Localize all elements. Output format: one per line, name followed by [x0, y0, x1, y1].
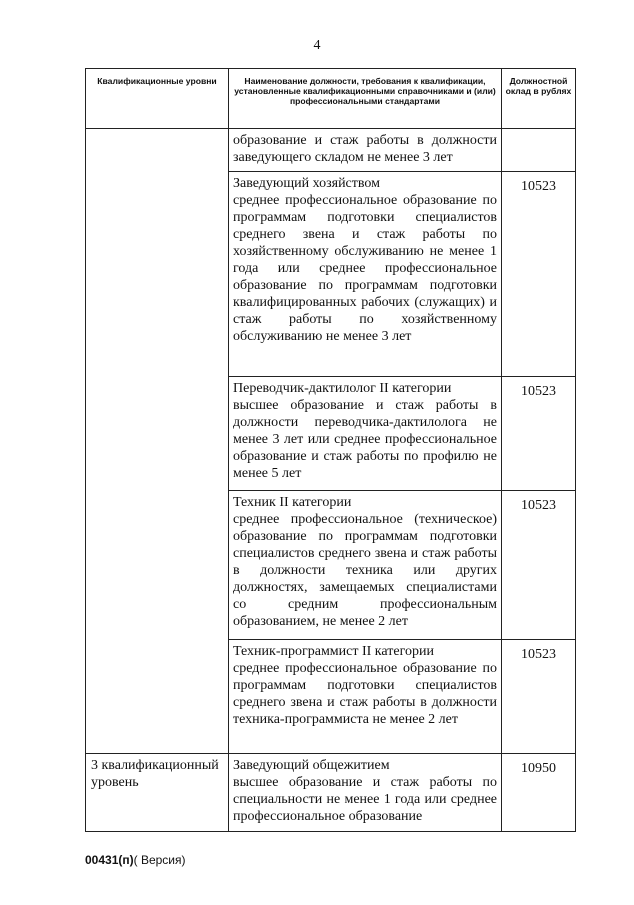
- requirements-text: высшее образование и стаж работы по специальности не менее 1 года или среднее профессиональное образование: [233, 775, 497, 824]
- position-title: Заведующий хозяйством: [233, 176, 380, 191]
- requirements-text: высшее образование и стаж работы в должности переводчика-дактилолога не менее 3 лет или среднее профессиональное образование и стаж работы по профилю не менее 5 лет: [233, 398, 497, 481]
- table-row: [86, 129, 576, 172]
- requirements-text: образование и стаж работы в должности заведующего складом не менее 3 лет: [233, 133, 497, 165]
- position-cell: [229, 640, 502, 754]
- position-cell: [229, 754, 502, 832]
- header-position-requirements: Наименование должности, требования к квалификации, установленные квалификационными справочниками и (или) профессиональными стандартами: [229, 69, 502, 129]
- salary-cell: 10523: [502, 640, 576, 754]
- salary-cell: 10523: [502, 491, 576, 640]
- salary-cell: 10523: [502, 377, 576, 491]
- table-header-row: [86, 69, 576, 129]
- page-number: 4: [313, 38, 321, 53]
- level-cell: 3 квалификационный уровень: [86, 754, 229, 832]
- level-cell: [86, 129, 229, 754]
- requirements-text: среднее профессиональное образование по программам подготовки специалистов среднего звена и стаж работы по хозяйственному обслуживанию не менее 1 года или среднее профессиональное образование по программам подготовки квалифицированных рабочих (служащих) и стаж работы по хозяйственному обслуживанию не менее 3 лет: [233, 193, 497, 344]
- position-cell: [229, 129, 502, 172]
- salary-cell: 10950: [502, 754, 576, 832]
- salary-cell: [502, 129, 576, 172]
- salary-cell: 10523: [502, 172, 576, 377]
- position-title: Заведующий общежитием: [233, 758, 390, 773]
- position-title: Переводчик-дактилолог II категории: [233, 381, 452, 396]
- document-footer: [85, 853, 186, 867]
- header-salary: Должностной оклад в рублях: [502, 69, 576, 129]
- position-cell: [229, 377, 502, 491]
- document-version: ( Версия): [133, 853, 186, 867]
- position-title: Техник II категории: [233, 495, 352, 510]
- header-qualification-levels: Квалификационные уровни: [86, 69, 229, 129]
- table-row: [86, 754, 576, 832]
- requirements-text: среднее профессиональное (техническое) образование по программам подготовки специалистов среднего звена и стаж работы в должности техника или других должностях, замещаемых специалистами со средним профессиональным образованием, не менее 2 лет: [233, 512, 497, 629]
- qualification-table: [85, 68, 576, 832]
- document-code: 00431(п): [85, 853, 134, 867]
- position-cell: [229, 172, 502, 377]
- position-title: Техник-программист II категории: [233, 644, 434, 659]
- requirements-text: среднее профессиональное образование по программам подготовки специалистов среднего звена и стаж работы в должности техника-программиста не менее 2 лет: [233, 661, 497, 727]
- position-cell: [229, 491, 502, 640]
